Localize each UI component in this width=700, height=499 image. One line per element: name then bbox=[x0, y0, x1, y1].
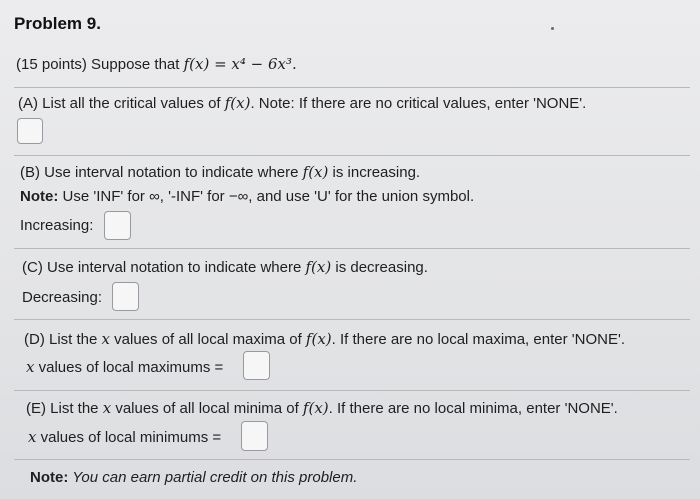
part-e-question bbox=[26, 399, 618, 417]
page-speck bbox=[551, 27, 554, 30]
divider bbox=[14, 319, 690, 320]
part-e-var: x bbox=[102, 399, 112, 417]
part-e-func: f(x) bbox=[302, 399, 329, 417]
part-c-question bbox=[22, 258, 428, 276]
part-d-var: x bbox=[101, 330, 110, 348]
part-e-suffix: . If there are no local minima, enter 'NONE'. bbox=[328, 400, 618, 417]
local-max-input[interactable] bbox=[243, 351, 270, 380]
divider bbox=[14, 155, 690, 156]
part-b-note-text: Use 'INF' for ∞, '-INF' for −∞, and use 'U' for the union symbol. bbox=[58, 188, 475, 205]
part-e-prefix: (E) List the bbox=[26, 400, 103, 417]
part-d-question bbox=[24, 330, 625, 348]
part-d-suffix: . If there are no local maxima, enter 'NONE'. bbox=[331, 331, 625, 348]
part-d-mid: values of all local maxima of bbox=[110, 331, 306, 348]
part-a-suffix: . Note: If there are no critical values, enter 'NONE'. bbox=[250, 95, 587, 112]
part-a-question bbox=[18, 94, 586, 112]
part-d-func: f(x) bbox=[305, 330, 332, 348]
local-max-label-text: values of local maximums = bbox=[34, 359, 224, 376]
footer-note-text: You can earn partial credit on this problem. bbox=[68, 469, 358, 486]
increasing-input[interactable] bbox=[104, 211, 131, 240]
divider bbox=[14, 459, 690, 460]
divider bbox=[14, 390, 690, 391]
part-c-func: f(x) bbox=[305, 258, 332, 276]
critical-values-input[interactable] bbox=[17, 118, 43, 144]
divider bbox=[14, 87, 690, 88]
decreasing-label: Decreasing: bbox=[22, 289, 103, 306]
local-min-label-text: values of local minimums = bbox=[36, 429, 222, 446]
part-d-prefix: (D) List the bbox=[24, 331, 102, 348]
local-min-input[interactable] bbox=[241, 421, 268, 451]
part-b-prefix: (B) Use interval notation to indicate where bbox=[20, 164, 303, 181]
local-min-label bbox=[28, 428, 221, 446]
part-a-func: f(x) bbox=[224, 94, 251, 112]
part-b-func: f(x) bbox=[302, 163, 329, 181]
part-b-suffix: is increasing. bbox=[328, 164, 421, 181]
part-e-mid: values of all local minima of bbox=[111, 400, 303, 417]
part-b-note-label: Note: bbox=[20, 188, 59, 205]
problem-statement bbox=[16, 55, 297, 73]
local-max-var: x bbox=[26, 358, 35, 376]
part-b-note bbox=[20, 188, 474, 205]
function-expression: f(x) = x⁴ − 6x³. bbox=[183, 55, 297, 73]
divider bbox=[14, 248, 690, 249]
decreasing-input[interactable] bbox=[112, 282, 139, 311]
partial-credit-note bbox=[30, 469, 357, 486]
problem-intro: (15 points) Suppose that bbox=[16, 56, 184, 73]
local-max-label bbox=[26, 358, 223, 376]
footer-note-label: Note: bbox=[30, 469, 69, 486]
increasing-label: Increasing: bbox=[20, 217, 94, 234]
local-min-var: x bbox=[28, 428, 37, 446]
part-a-prefix: (A) List all the critical values of bbox=[18, 95, 225, 112]
problem-title: Problem 9. bbox=[14, 14, 101, 33]
part-c-prefix: (C) Use interval notation to indicate where bbox=[22, 259, 306, 276]
part-b-question bbox=[20, 163, 420, 181]
part-c-suffix: is decreasing. bbox=[331, 259, 428, 276]
